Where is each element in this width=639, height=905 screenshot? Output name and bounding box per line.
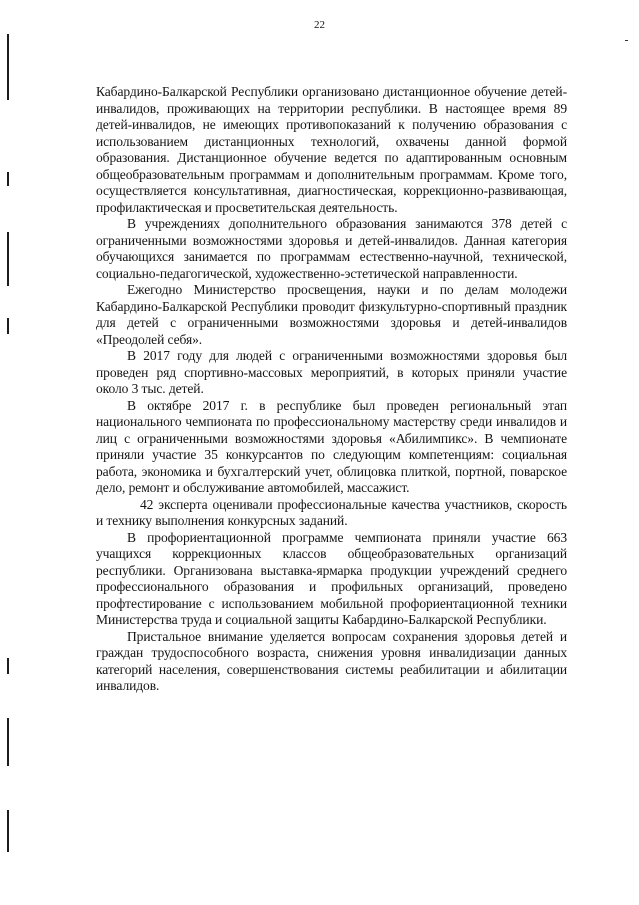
paragraph: В 2017 году для людей с ограниченными возможностями здоровья был проведен ряд спортивно-массовых мероприятий, в которых приняли участие около 3 тыс. детей.	[96, 348, 567, 396]
paragraph: Ежегодно Министерство просвещения, науки и по делам молодежи Кабардино-Балкарской Республики проводит физкультурно-спортивный праздник для детей с ограниченными возможностями здоровья и детей-инвалидов «Преодолей себя».	[96, 282, 567, 347]
paragraph: Пристальное внимание уделяется вопросам сохранения здоровья детей и граждан трудоспособного возраста, снижения уровня инвалидизации данных категорий населения, совершенствования системы реабилитации и абилитации инвалидов.	[96, 628, 567, 693]
scan-edge-mark	[7, 34, 9, 100]
scan-speck	[625, 40, 628, 41]
scan-edge-mark	[7, 658, 9, 674]
paragraph: В октябре 2017 г. в республике был проведен региональный этап национального чемпионата по профессиональному мастерству среди инвалидов и лиц с ограниченными возможностями здоровья «Абилимпикс». В чемпионате приняли участие 35 конкурсантов по следующим компетенциям: социальная работа, экономика и бухгалтерский учет, облицовка плиткой, портной, поварское дело, ремонт и обслуживание автомобилей, массажист.	[96, 397, 567, 495]
paragraph: Кабардино-Балкарской Республики организовано дистанционное обучение детей-инвалидов, проживающих на территории республики. В настоящее время 89 детей-инвалидов, не имеющих противопоказаний к получению образования с использованием дистанционных технологий, охвачены данной формой образования. Дистанционное обучение ведется по адаптированным основным общеобразовательным программам и дополнительным программам. Кроме того, осуществляется консультативная, диагностическая, коррекционно-развивающая, профилактическая и просветительская деятельность.	[96, 84, 567, 215]
scan-edge-mark	[7, 810, 9, 852]
scan-edge-mark	[7, 318, 9, 334]
scan-edge-mark	[7, 718, 9, 766]
paragraph: В профориентационной программе чемпионата приняли участие 663 учащихся коррекционных классов общеобразовательных организаций республики. Организована выставка-ярмарка продукции учреждений среднего профессионального образования и профильных организаций, проведено профтестирование с использованием мобильной профориентационной техники Министерства труда и социальной защиты Кабардино-Балкарской Республики.	[96, 529, 567, 627]
paragraph: В учреждениях дополнительного образования занимаются 378 детей с ограниченными возможностями здоровья и детей-инвалидов. Данная категория обучающихся занимается по программам естественно-научной, технической, социально-педагогической, художественно-эстетической направленности.	[96, 216, 567, 281]
document-body	[96, 84, 567, 695]
paragraph: 42 эксперта оценивали профессиональные качества участников, скорость и технику выполнения конкурсных заданий.	[96, 496, 567, 528]
scan-edge-mark	[7, 172, 9, 186]
scan-edge-mark	[7, 232, 9, 286]
page-number: 22	[314, 19, 325, 31]
